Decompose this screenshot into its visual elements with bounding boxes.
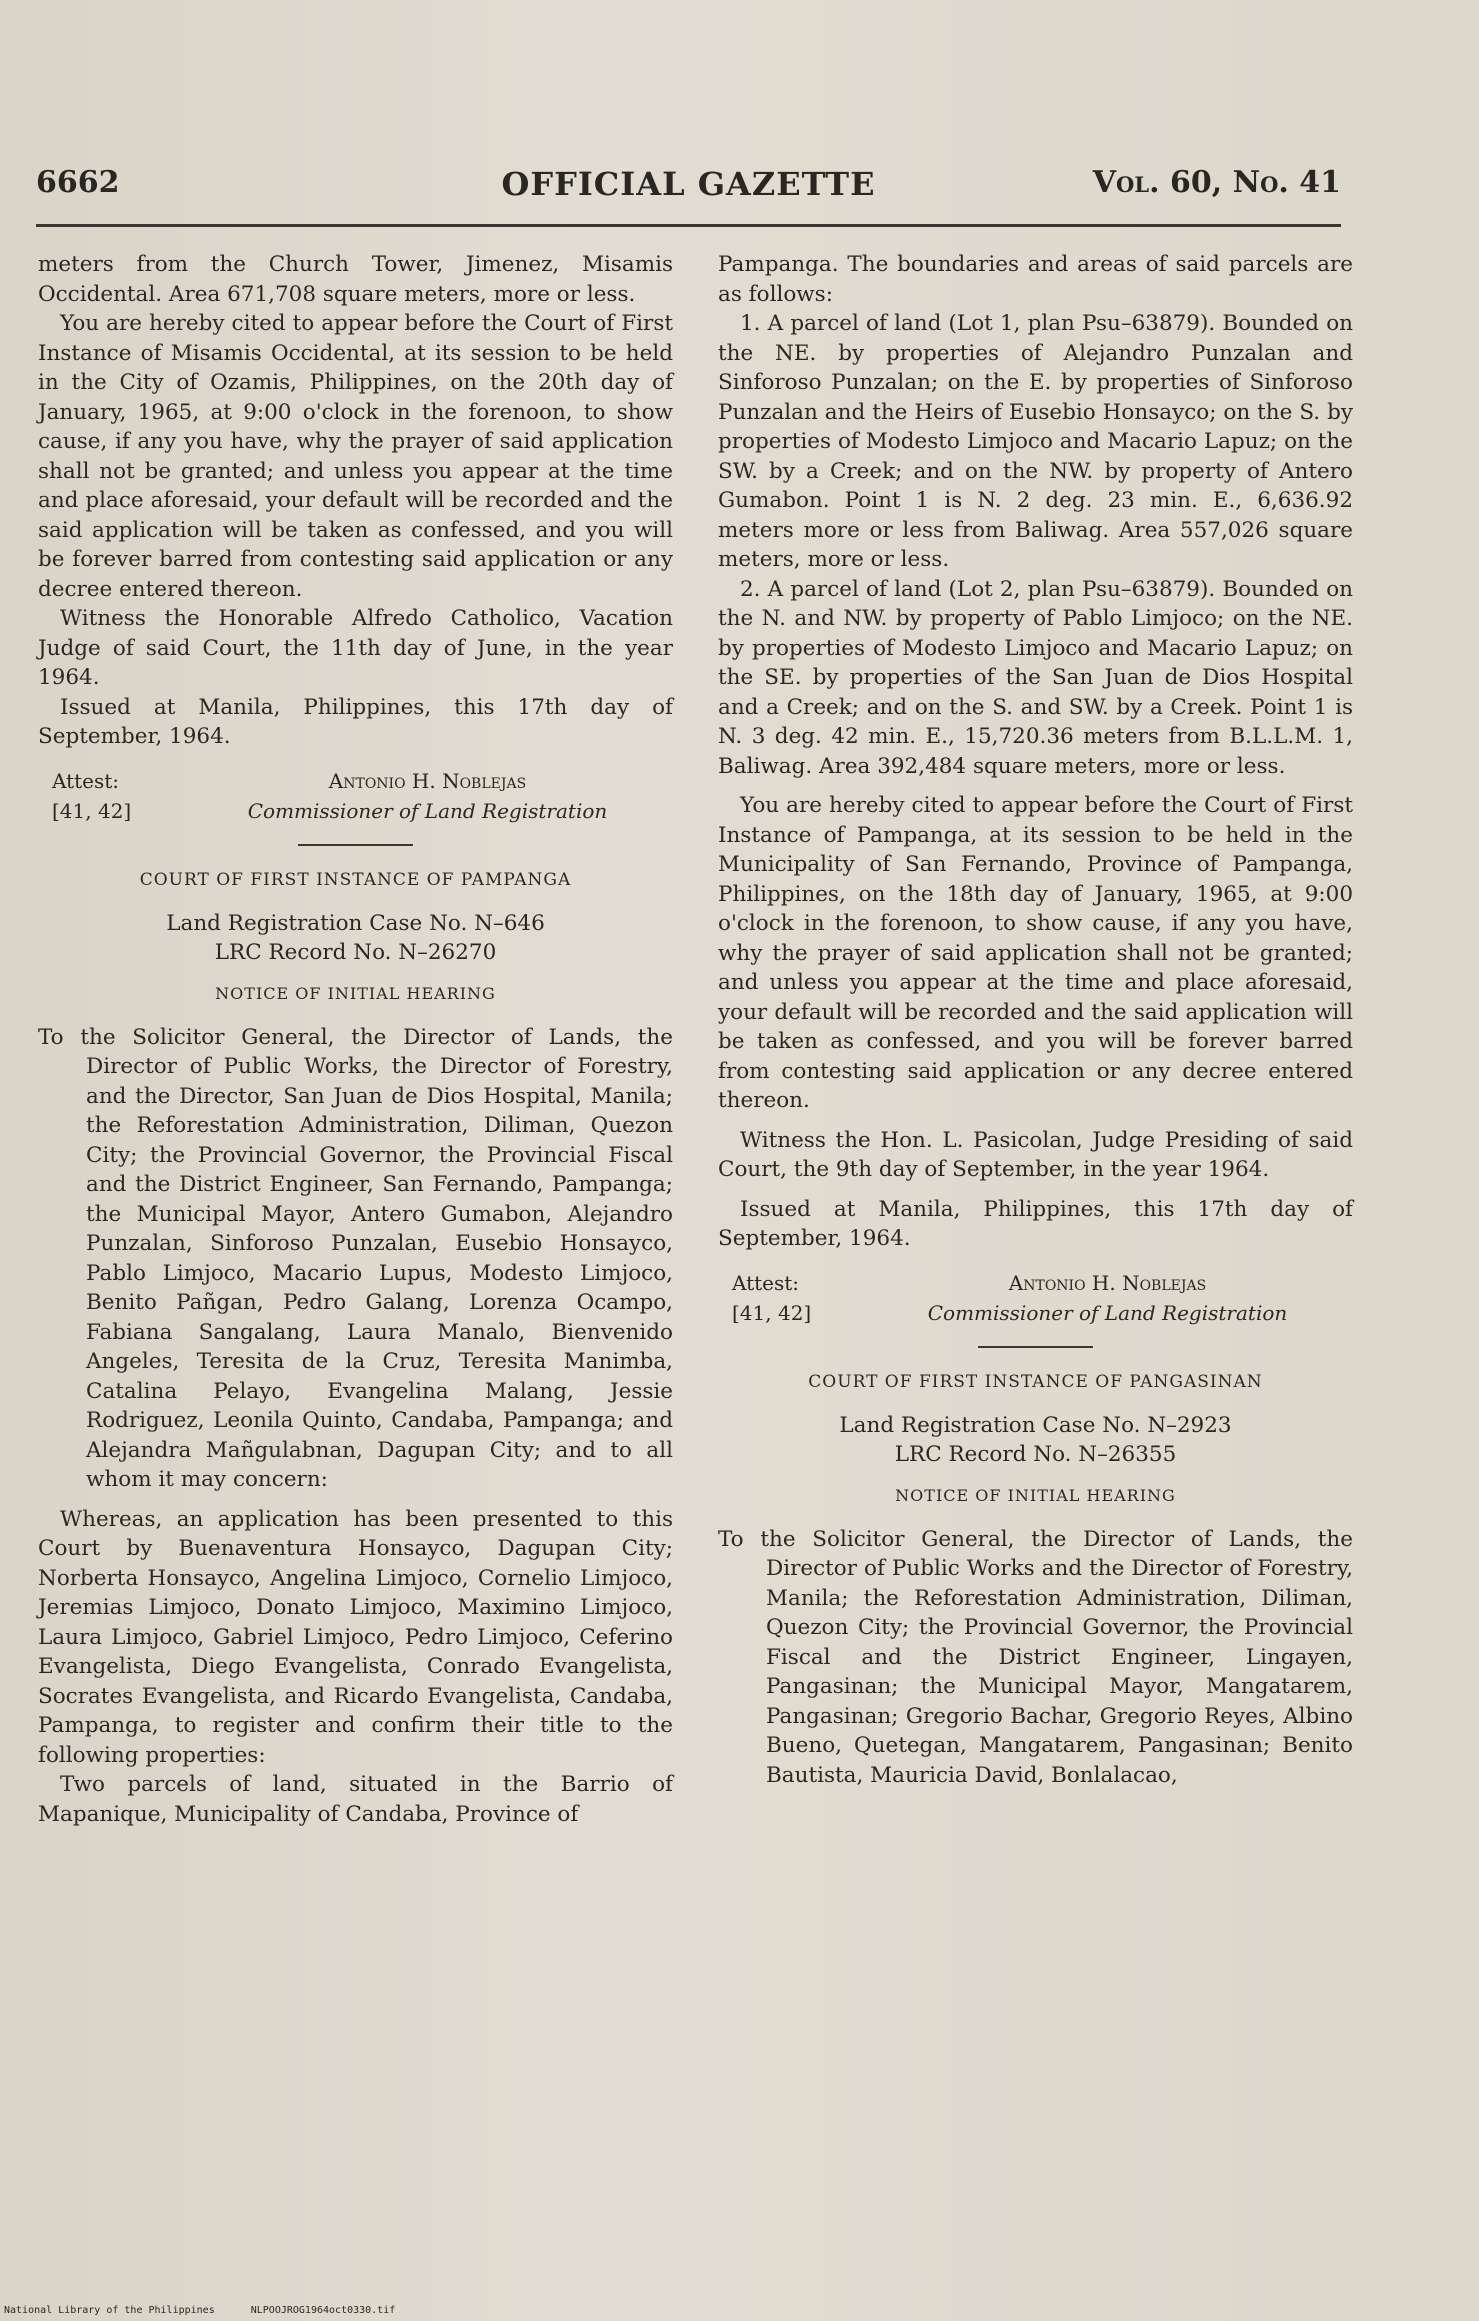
parcel-description: 2. A parcel of land (Lot 2, plan Psu–63879). Bounded on the N. and NW. by property of Pablo Limjoco; on the NE. by properties of Modesto Limjoco and Macario Lapuz; on the SE. by properties of the San Juan de Dios Hospital and a Creek; and on the S. and SW. by a Creek. Point 1 is N. 3 deg. 42 min. E., 15,720.36 meters from B.L.L.M. 1, Baliwag. Area 392,484 square meters, more or less.	[718, 576, 1353, 779]
paragraph: You are hereby cited to appear before the Court of First Instance of Misamis Occidental, at its session to be held in the City of Ozamis, Philippines, on the 20th day of January, 1965, at 9:00 o'clock in the forenoon, to show cause, if any you have, why the prayer of said application shall not be granted; and unless you appear at the time and place aforesaid, your default will be recorded and the said application will be taken as confessed, and you will be forever barred from contesting said application or any decree entered thereon.	[38, 311, 673, 602]
attest-name: Antonio H. Noblejas	[1008, 1270, 1207, 1295]
case-number: Land Registration Case No. N–2923	[839, 1413, 1232, 1438]
volume-number: Vol. 60, No. 41	[1092, 165, 1341, 200]
court-heading: COURT OF FIRST INSTANCE OF PAMPANGA	[139, 869, 572, 890]
paragraph: Witness the Honorable Alfredo Catholico, Vacation Judge of said Court, the 11th day of June, in the year 1964.	[38, 606, 673, 690]
left-column	[38, 250, 673, 1829]
paragraph: Witness the Hon. L. Pasicolan, Judge Presiding of said Court, the 9th day of September, in the year 1964.	[718, 1127, 1353, 1182]
court-heading: COURT OF FIRST INSTANCE OF PANGASINAN	[808, 1371, 1263, 1392]
attest-label: Attest:	[732, 1270, 800, 1295]
parcel-description: 1. A parcel of land (Lot 1, plan Psu–63879). Bounded on the NE. by properties of Alejandro Punzalan and Sinforoso Punzalan; on the E. by properties of Sinforoso Punzalan and the Heirs of Eusebio Honsayco; on the S. by properties of Modesto Limjoco and Macario Lapuz; on the SW. by a Creek; and on the NW. by property of Antero Gumabon. Point 1 is N. 2 deg. 23 min. E., 6,636.92 meters more or less from Baliwag. Area 557,026 square meters, more or less.	[718, 311, 1353, 572]
section-divider	[298, 844, 413, 846]
notice-heading: NOTICE OF INITIAL HEARING	[215, 984, 496, 1003]
attest-ref: [41, 42]	[52, 798, 132, 823]
scan-filename: NLPOOJROG1964oct0330.tif	[250, 2305, 396, 2316]
page-header	[36, 165, 1341, 205]
attest-name: Antonio H. Noblejas	[328, 768, 527, 793]
paragraph: Issued at Manila, Philippines, this 17th day of September, 1964.	[38, 694, 673, 749]
paragraph: Issued at Manila, Philippines, this 17th day of September, 1964.	[718, 1196, 1353, 1251]
attest-title: Commissioner of Land Registration	[247, 798, 608, 823]
attest-block	[38, 766, 673, 826]
attest-title: Commissioner of Land Registration	[927, 1300, 1288, 1325]
library-credit: National Library of the Philippines	[4, 2305, 215, 2316]
publication-title: OFFICIAL GAZETTE	[501, 165, 876, 203]
header-rule	[36, 224, 1341, 227]
attest-ref: [41, 42]	[732, 1300, 812, 1325]
attest-block	[718, 1268, 1353, 1328]
paragraph: Two parcels of land, situated in the Barrio of Mapanique, Municipality of Candaba, Province of	[38, 1772, 673, 1827]
lrc-record: LRC Record No. N–26270	[214, 940, 497, 965]
right-column	[718, 250, 1353, 1790]
addressees: To the Solicitor General, the Director of Lands, the Director of Public Works, the Director of Forestry, and the Director, San Juan de Dios Hospital, Manila; the Reforestation Administration, Diliman, Quezon City; the Provincial Governor, the Provincial Fiscal and the District Engineer, San Fernando, Pampanga; the Municipal Mayor, Antero Gumabon, Alejandro Punzalan, Sinforoso Punzalan, Eusebio Honsayco, Pablo Limjoco, Macario Lupus, Modesto Limjoco, Benito Pañgan, Pedro Galang, Lorenza Ocampo, Fabiana Sangalang, Laura Manalo, Bienvenido Angeles, Teresita de la Cruz, Teresita Manimba, Catalina Pelayo, Evangelina Malang, Jessie Rodriguez, Leonila Quinto, Candaba, Pampanga; and Alejandra Mañgulabnan, Dagupan City; and to all whom it may concern:	[38, 1024, 673, 1492]
paragraph: Pampanga. The boundaries and areas of said parcels are as follows:	[718, 252, 1353, 307]
scan-footer	[4, 2305, 425, 2316]
notice-heading: NOTICE OF INITIAL HEARING	[895, 1486, 1176, 1505]
attest-label: Attest:	[52, 768, 120, 793]
addressees: To the Solicitor General, the Director of Lands, the Director of Public Works and the Director of Forestry, Manila; the Reforestation Administration, Diliman, Quezon City; the Provincial Governor, the Provincial Fiscal and the District Engineer, Lingayen, Pangasinan; the Municipal Mayor, Mangatarem, Pangasinan; Gregorio Bachar, Gregorio Reyes, Albino Bueno, Quetegan, Mangatarem, Pangasinan; Benito Bautista, Mauricia David, Bonlalacao,	[718, 1526, 1353, 1788]
case-number: Land Registration Case No. N–646	[166, 911, 545, 936]
lrc-record: LRC Record No. N–26355	[894, 1442, 1177, 1467]
page-number: 6662	[36, 165, 120, 200]
paragraph: Whereas, an application has been presented to this Court by Buenaventura Honsayco, Dagupan City; Norberta Honsayco, Angelina Limjoco, Cornelio Limjoco, Jeremias Limjoco, Donato Limjoco, Maximino Limjoco, Laura Limjoco, Gabriel Limjoco, Pedro Limjoco, Ceferino Evangelista, Diego Evangelista, Conrado Evangelista, Socrates Evangelista, and Ricardo Evangelista, Candaba, Pampanga, to register and confirm their title to the following properties:	[38, 1506, 673, 1768]
paragraph: You are hereby cited to appear before the Court of First Instance of Pampanga, at its session to be held in the Municipality of San Fernando, Province of Pampanga, Philippines, on the 18th day of January, 1965, at 9:00 o'clock in the forenoon, to show cause, if any you have, why the prayer of said application shall not be granted; and unless you appear at the time and place aforesaid, your default will be recorded and the said application will be taken as confessed, and you will be forever barred from contesting said application or any decree entered thereon.	[718, 793, 1353, 1113]
section-divider	[978, 1346, 1093, 1348]
paragraph: meters from the Church Tower, Jimenez, Misamis Occidental. Area 671,708 square meters, more or less.	[38, 252, 673, 307]
